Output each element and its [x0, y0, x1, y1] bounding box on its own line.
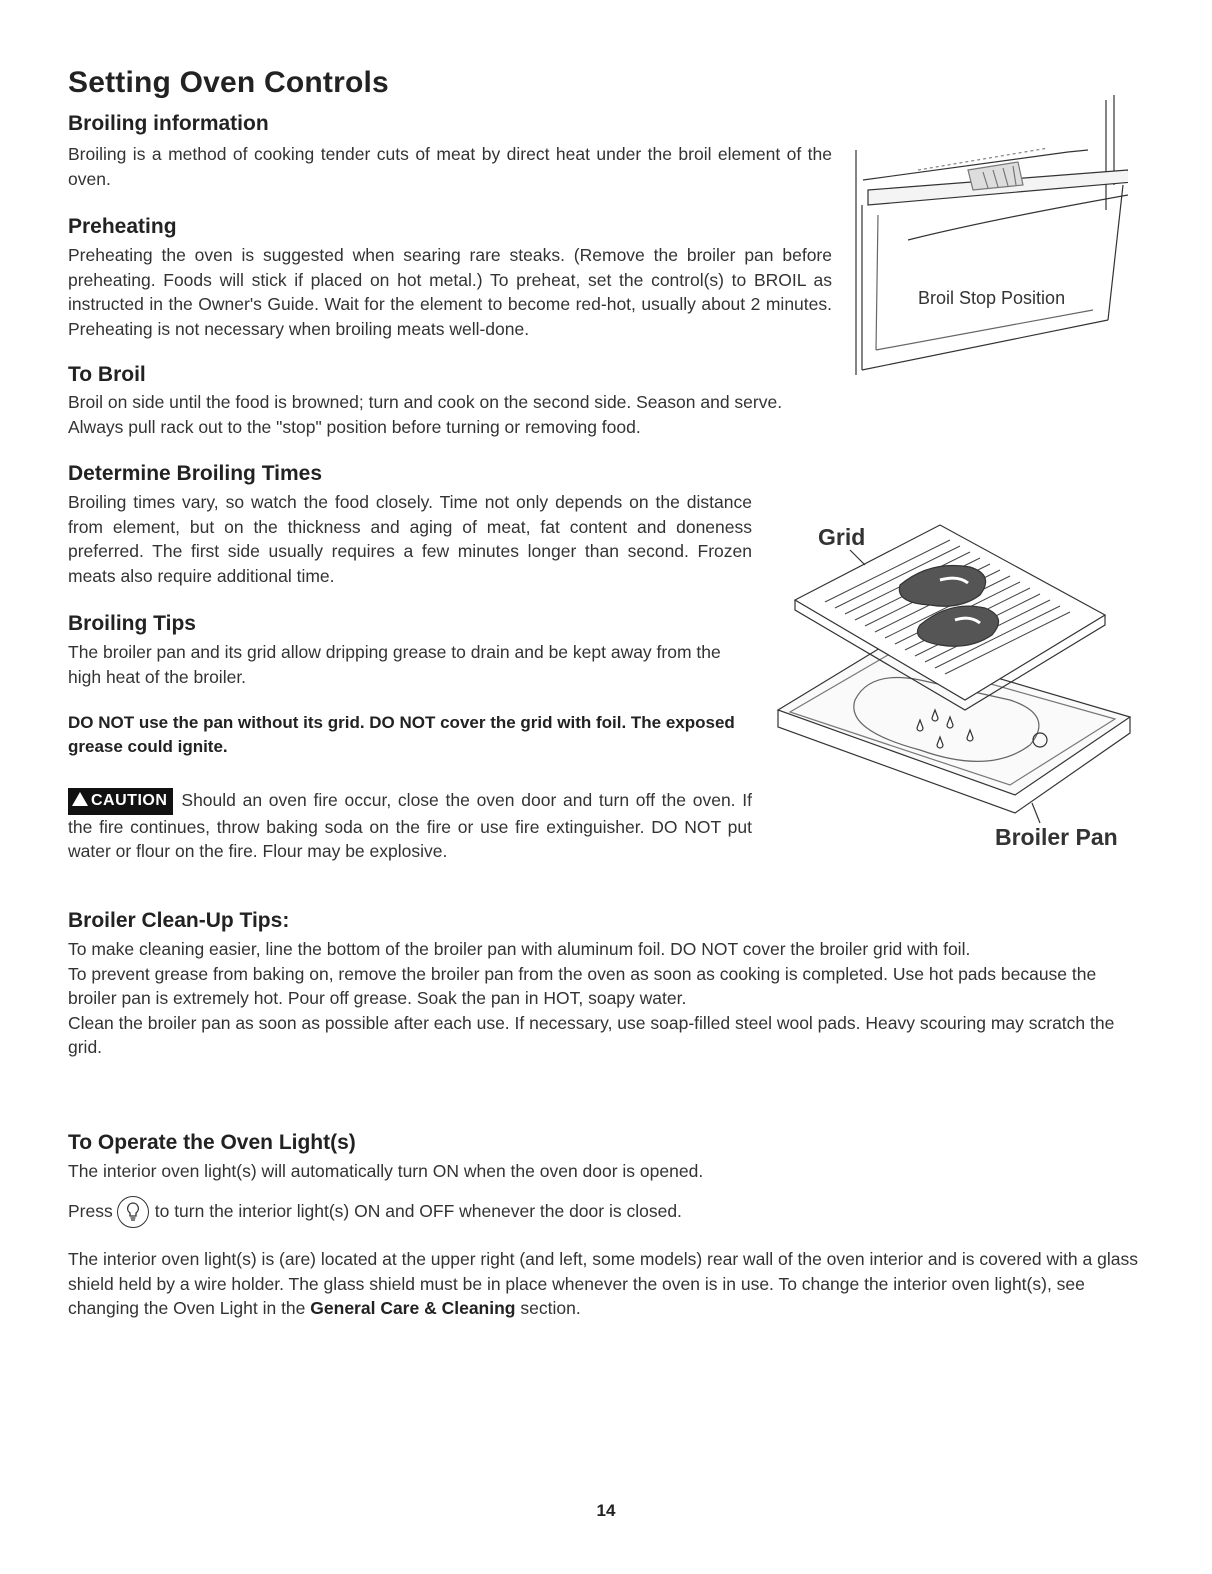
broil-stop-illustration — [848, 90, 1128, 380]
broiler-pan-illustration — [770, 505, 1140, 855]
heading-preheating: Preheating — [68, 215, 177, 238]
broiler-pan-label: Broiler Pan — [995, 824, 1118, 850]
oven-light-location-text — [68, 1247, 1138, 1321]
light-bulb-icon — [126, 1202, 140, 1222]
caution-block — [68, 788, 752, 864]
broil-stop-label: Broil Stop Position — [918, 288, 1066, 308]
grid-label: Grid — [818, 524, 866, 550]
caution-text: Should an oven fire occur, close the oven door and turn off the oven. If the fire continues, throw baking soda on the fire or use fire extinguisher. DO NOT put water or flour on the fire. Flour may be explosive. — [68, 790, 752, 861]
broiling-times-text: Broiling times vary, so watch the food closely. Time not only depends on the distance from element, but on the thickness and aging of meat, fat content and doneness preferred. The first side usually requires a few minutes longer than second. Frozen meats also require additional time. — [68, 492, 752, 586]
grid-foil-warning: DO NOT use the pan without its grid. DO NOT cover the grid with foil. The exposed grease could ignite. — [68, 713, 735, 756]
press-suffix: to turn the interior light(s) ON and OFF whenever the door is closed. — [154, 1201, 682, 1221]
cleanup-line: To prevent grease from baking on, remove the broiler pan from the oven as soon as cooking is completed. Use hot pads because the broiler pan is extremely hot. Pour off grease. Soak the pan in HOT, soapy water. — [68, 963, 1097, 1008]
oven-light-auto-text: The interior oven light(s) will automatically turn ON when the oven door is opened. — [68, 1161, 704, 1181]
cleanup-text-block — [68, 937, 1138, 1060]
oven-light-body-end: section. — [520, 1298, 581, 1318]
heading-to-broil: To Broil — [68, 363, 146, 386]
oven-light-button[interactable] — [117, 1196, 149, 1228]
oven-light-body-start: The interior oven light(s) is (are) located at the upper right (and left, some models) rear wall of the oven interior and is covered with a glass shield held by a wire holder. The glass shield must be in place whenever the oven is in use. To change the interior oven light(s), see changing the Oven Light in the — [68, 1249, 1138, 1318]
page-number: 14 — [596, 1501, 616, 1520]
caution-badge — [68, 788, 173, 815]
preheating-text: Preheating the oven is suggested when searing rare steaks. (Remove the broiler pan before preheating. Foods will stick if placed on hot metal.) To preheat, set the control(s) to BROIL as instructed in the Owner's Guide. Wait for the element to become red-hot, usually about 2 minutes. Preheating is not necessary when broiling meats well-done. — [68, 245, 832, 339]
heading-determine-broiling-times: Determine Broiling Times — [68, 462, 323, 485]
cleanup-line: To make cleaning easier, line the bottom of the broiler pan with aluminum foil. DO NOT cover the broiler grid with foil. — [68, 939, 971, 959]
oven-light-press-line — [68, 1195, 1138, 1228]
heading-broiling-tips: Broiling Tips — [68, 612, 196, 635]
general-care-reference: General Care & Cleaning — [310, 1298, 516, 1318]
broiling-tips-text: The broiler pan and its grid allow dripping grease to drain and be kept away from the high heat of the broiler. — [68, 642, 721, 687]
heading-broiler-cleanup: Broiler Clean-Up Tips: — [68, 909, 290, 932]
page-title: Setting Oven Controls — [68, 66, 389, 99]
broiling-information-text: Broiling is a method of cooking tender cuts of meat by direct heat under the broil element of the oven. — [68, 144, 832, 189]
heading-broiling-information: Broiling information — [68, 112, 269, 135]
press-prefix: Press — [68, 1201, 113, 1221]
caution-label: CAUTION — [91, 792, 168, 809]
warning-triangle-icon — [72, 792, 88, 806]
cleanup-line: Clean the broiler pan as soon as possible after each use. If necessary, use soap-filled steel wool pads. Heavy scouring may scratch the grid. — [68, 1012, 1115, 1057]
heading-oven-light: To Operate the Oven Light(s) — [68, 1131, 356, 1154]
to-broil-text: Broil on side until the food is browned; turn and cook on the second side. Season and serve. Always pull rack out to the "stop" position before turning or removing food. — [68, 392, 783, 437]
